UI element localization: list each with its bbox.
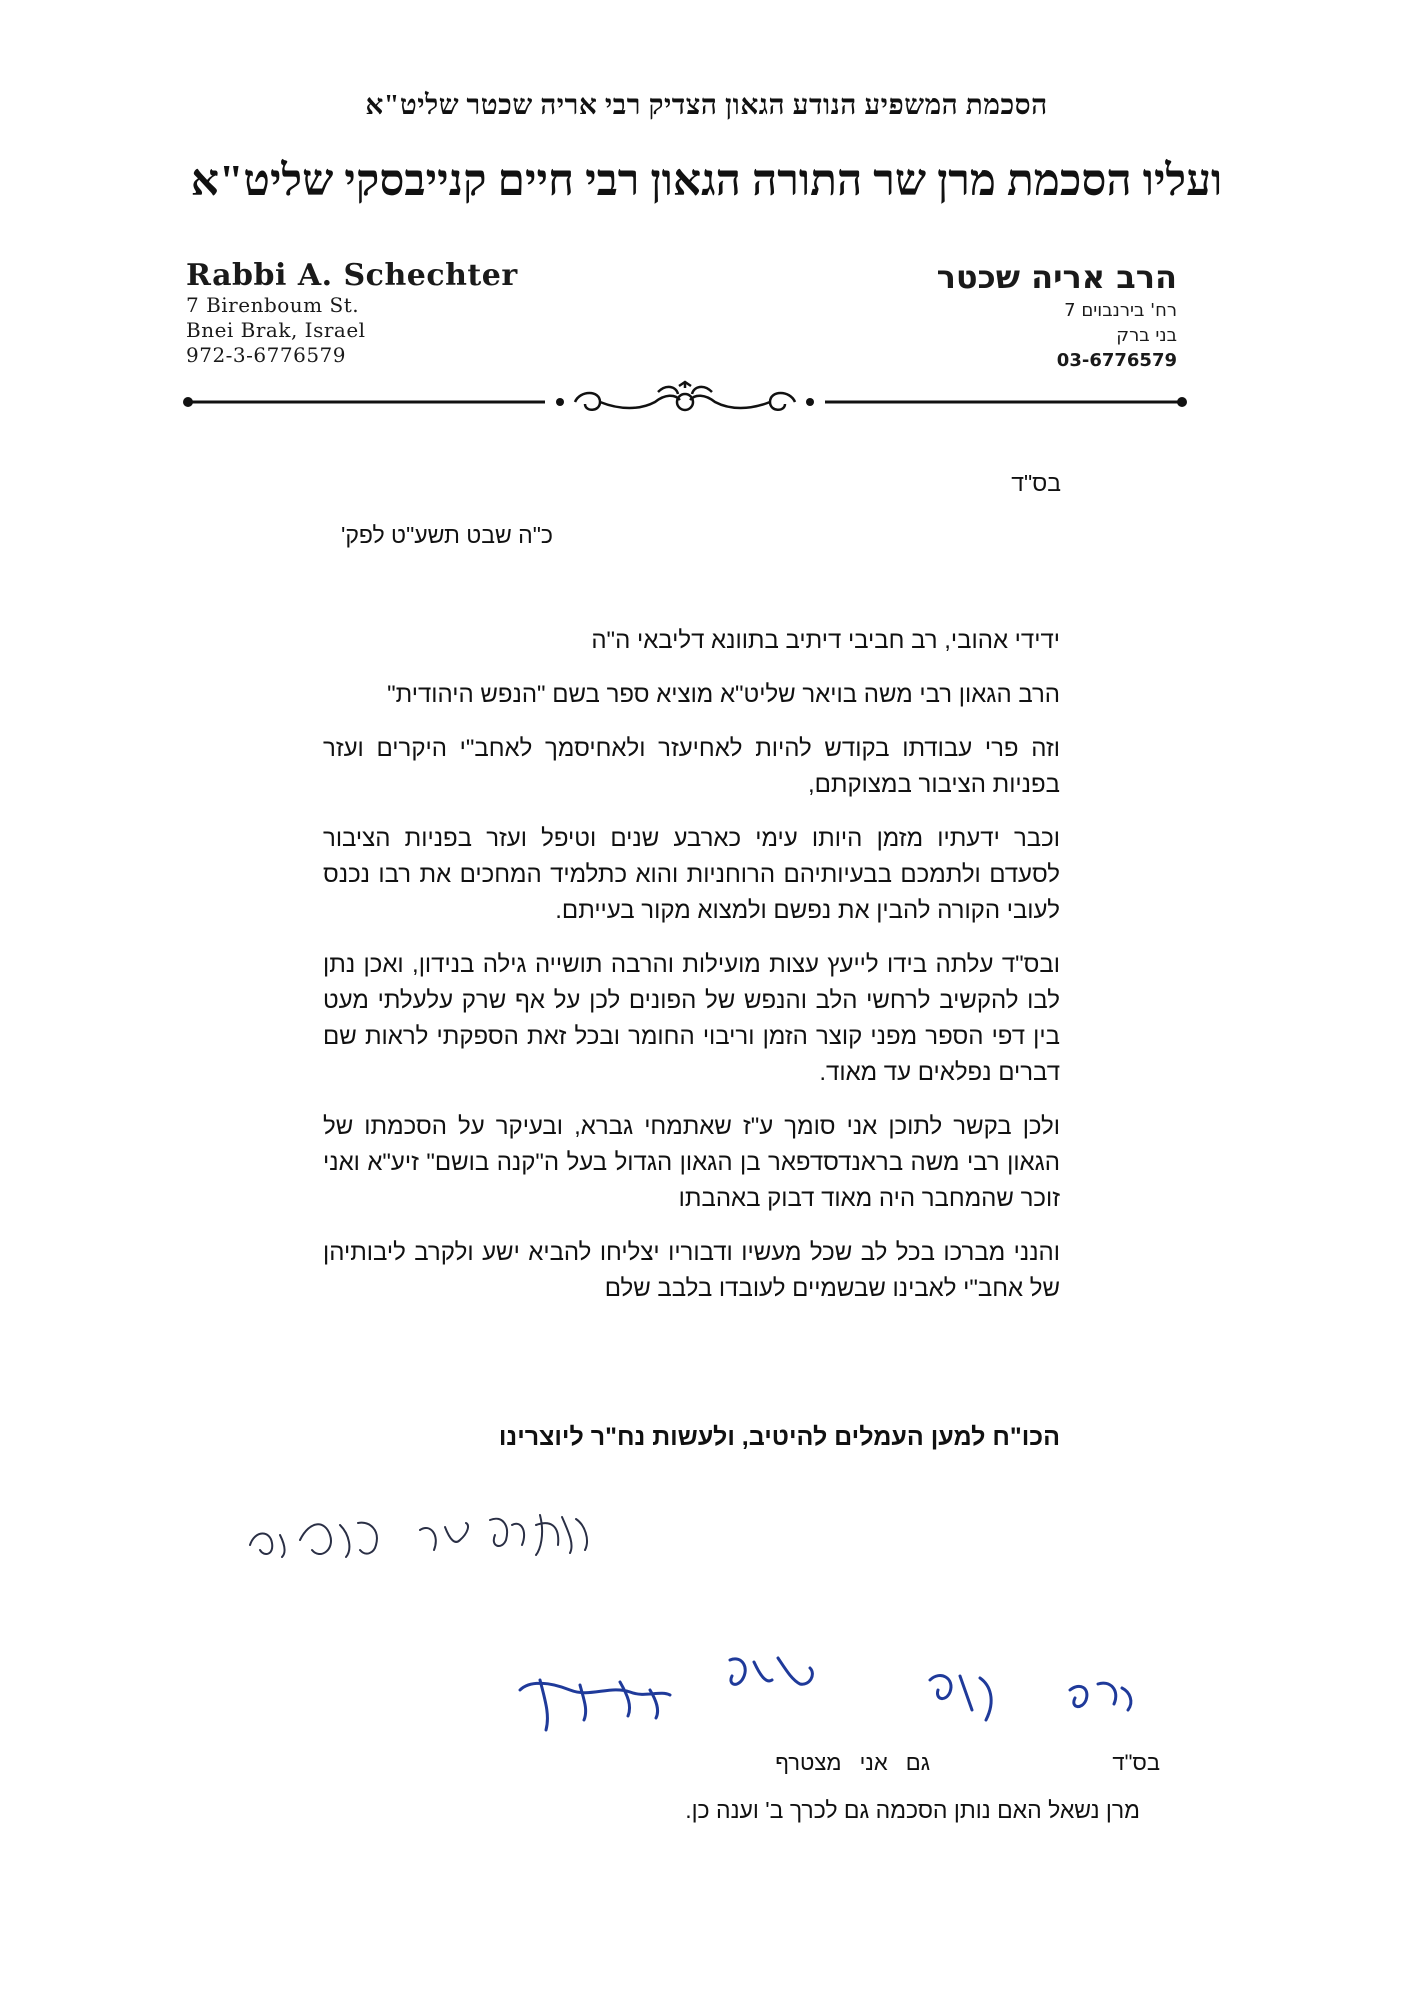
letter-paragraph: הרב הגאון רבי משה בויאר שליט"א מוציא ספר בשם "הנפש היהודית"	[387, 681, 1060, 708]
letter-greeting: ידידי אהובי, רב חביבי דיתיב בתוונא דליבאי ה"ה	[591, 627, 1060, 654]
letterhead-english	[186, 258, 518, 368]
letterhead-name-hebrew: הרב אריה שכטר	[936, 258, 1177, 296]
letterhead-name-english: Rabbi A. Schechter	[186, 258, 518, 293]
footer-note: מרן נשאל האם נותן הסכמה גם לכרך ב' וענה כן.	[685, 1797, 1140, 1823]
flourish-ornament	[575, 382, 795, 410]
letterhead-street-english: 7 Birenboum St.	[186, 293, 360, 317]
letterhead-city-hebrew: בני ברק	[1116, 325, 1177, 346]
letterhead-phone-english: 972-3-6776579	[186, 343, 346, 367]
handwritten-signature	[240, 1495, 600, 1585]
letter-date: כ"ה שבט תשע"ט לפק'	[340, 522, 553, 548]
approval-subtitle: ועליו הסכמת מרן שר התורה הגאון רבי חיים קנייבסקי שליט"א	[190, 156, 1223, 205]
letterhead-city-english: Bnei Brak, Israel	[186, 318, 366, 342]
letter-bsd: בס"ד	[1011, 470, 1061, 496]
footer-bsd: בס"ד	[1112, 1750, 1160, 1775]
letter-closing: הכו"ח למען העמלים להיטיב, ולעשות נח"ר ליוצרינו	[498, 1423, 1060, 1451]
letterhead-phone-hebrew: 03-6776579	[1056, 350, 1177, 371]
letter-paragraph: ולכן בקשר לתוכן אני סומך ע"ז שאתמחי גברא, ובעיקר על הסכמתו של הגאון רבי משה בראנדסדפאר בן הגאון הגדול בעל ה"קנה בושם" זיע"א ואני זוכר שהמחבר היה מאוד דבוק באהבתו	[323, 1113, 1060, 1212]
endorsement-signature	[510, 1640, 1190, 1760]
letter-paragraph: ובס"ד עלתה בידו לייעץ עצות מועילות והרבה תושייה גילה בנידון, ואכן נתן לבו להקשיב לרחשי הלב והנפש של הפונים לכן על אף שרק עלעלתי מעט בין דפי הספר מפני קוצר הזמן וריבוי החומר ובכל זאת הספקתי לראות שם דברים נפלאים עד מאוד.	[323, 951, 1060, 1086]
letterhead-street-hebrew: רח' בירנבוים 7	[1064, 300, 1177, 321]
letter-paragraph: וזה פרי עבודתו בקודש להיות לאחיעזר ולאחיסמך לאחב"י היקרים ועזר בפניות הציבור במצוקתם,	[323, 735, 1060, 798]
letterhead-hebrew	[937, 258, 1177, 373]
letter-body	[323, 623, 1060, 1325]
ornamental-divider	[180, 380, 1190, 424]
footer-joining-text: גם אני מצטרף	[775, 1750, 930, 1775]
letter-paragraph: והנני מברכו בכל לב שכל מעשיו ודבוריו יצליחו להביא ישע ולקרב ליבותיהן של אחב"י לאבינו שבשמיים לעובדו בלבב שלם	[323, 1239, 1060, 1302]
letter-paragraph: וכבר ידעתיו מזמן היותו עימי כארבע שנים וטיפל ועזר בפניות הציבור לסעדם ולתמכם בבעיותיהם הרוחניות והוא כתלמיד המחכים את רבו נכנס לעובי הקורה להבין את נפשם ולמצוא מקור בעייתם.	[323, 825, 1060, 924]
approval-title: הסכמת המשפיע הנודע הגאון הצדיק רבי אריה שכטר שליט"א	[365, 90, 1048, 121]
